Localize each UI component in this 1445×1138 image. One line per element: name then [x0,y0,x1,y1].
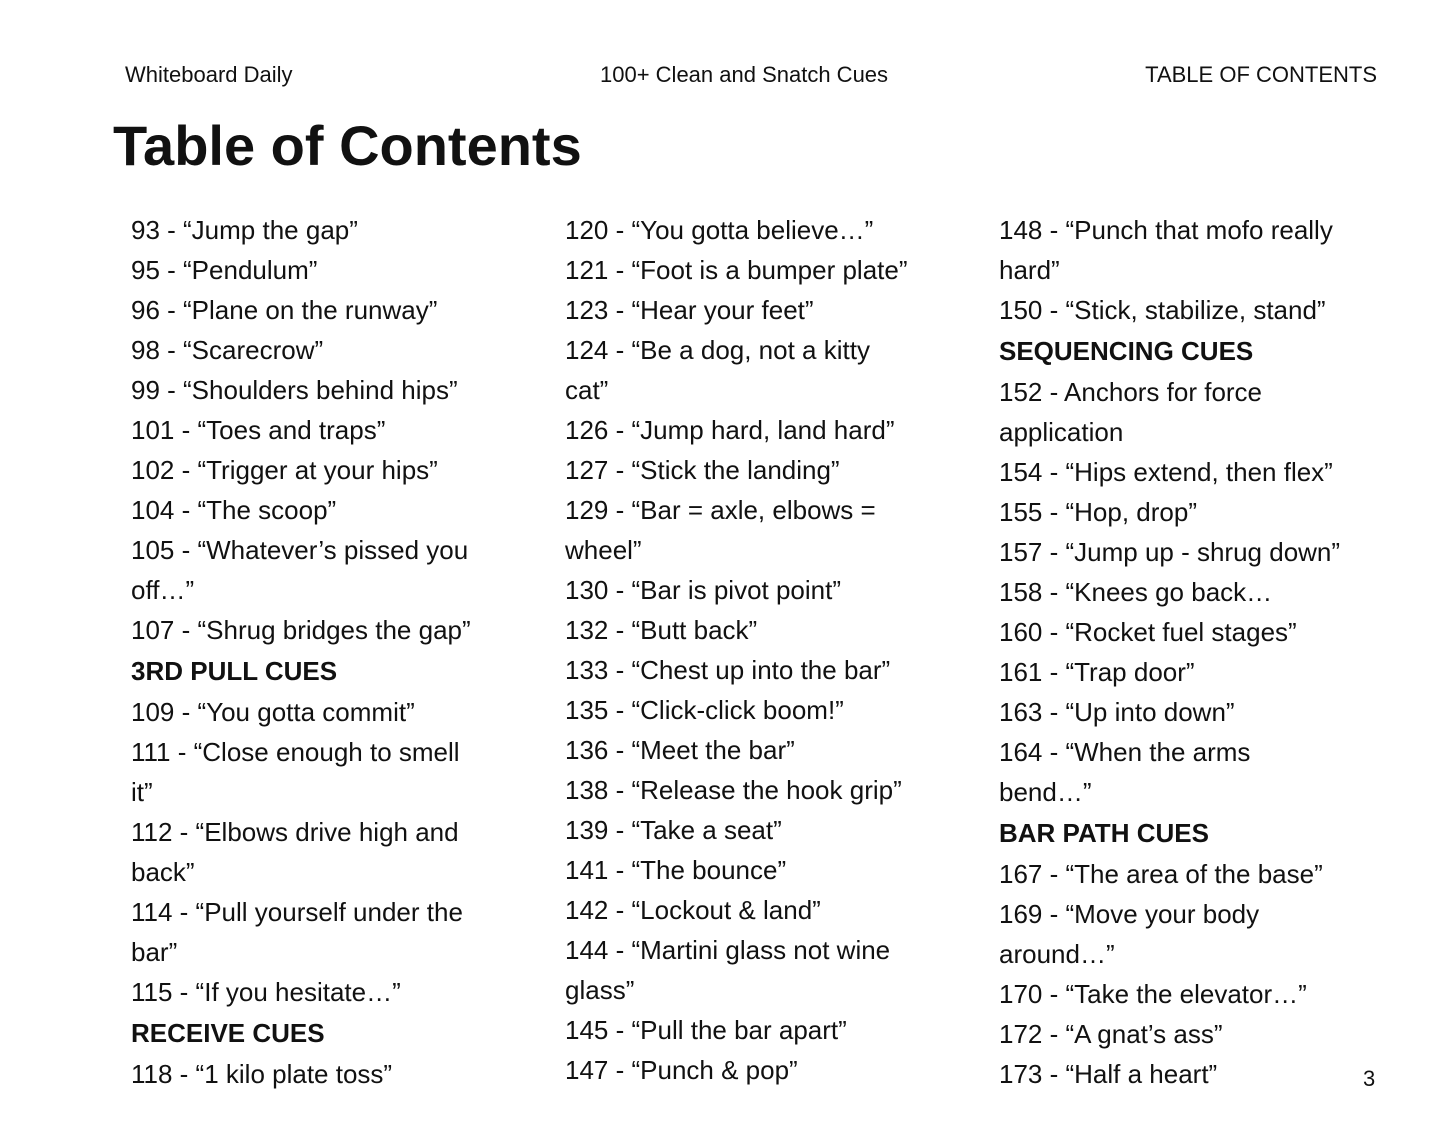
toc-entry[interactable]: 132 - “Butt back” [565,615,758,645]
toc-entry[interactable]: 133 - “Chest up into the bar” [565,655,891,685]
toc-entry[interactable]: 148 - “Punch that mofo really [999,215,1333,245]
header-section: TABLE OF CONTENTS [1145,62,1377,87]
toc-entry[interactable]: 102 - “Trigger at your hips” [131,455,438,485]
toc-entry[interactable]: 130 - “Bar is pivot point” [565,575,842,605]
toc-entry[interactable]: 104 - “The scoop” [131,495,337,525]
toc-entry[interactable]: 161 - “Trap door” [999,657,1195,687]
toc-entry[interactable]: 170 - “Take the elevator…” [999,979,1307,1009]
toc-entry[interactable]: cat” [565,375,609,405]
toc-entry[interactable]: wheel” [565,535,642,565]
toc-entry[interactable]: 136 - “Meet the bar” [565,735,795,765]
toc-entry[interactable]: 95 - “Pendulum” [131,255,318,285]
toc-entry[interactable]: 139 - “Take a seat” [565,815,782,845]
toc-entry[interactable]: 107 - “Shrug bridges the gap” [131,615,471,645]
toc-entry[interactable]: 145 - “Pull the bar apart” [565,1015,847,1045]
toc-entry[interactable]: 150 - “Stick, stabilize, stand” [999,295,1326,325]
toc-entry[interactable]: 172 - “A gnat’s ass” [999,1019,1223,1049]
page-header [0,62,1445,92]
toc-entry[interactable]: 127 - “Stick the landing” [565,455,840,485]
toc-entry[interactable]: hard” [999,255,1060,285]
section-heading: SEQUENCING CUES [999,336,1254,366]
toc-entry[interactable]: around…” [999,939,1115,969]
toc-entry[interactable]: application [999,417,1124,447]
toc-entry[interactable]: 155 - “Hop, drop” [999,497,1197,527]
toc-entry[interactable]: 123 - “Hear your feet” [565,295,814,325]
toc-column-3 [999,210,1379,1094]
toc-entry[interactable]: 129 - “Bar = axle, elbows = [565,495,876,525]
toc-entry[interactable]: 157 - “Jump up - shrug down” [999,537,1341,567]
toc-entry[interactable]: 98 - “Scarecrow” [131,335,324,365]
toc-entry[interactable]: 99 - “Shoulders behind hips” [131,375,458,405]
toc-entry[interactable]: 141 - “The bounce” [565,855,787,885]
toc-entry[interactable]: 169 - “Move your body [999,899,1260,929]
toc-entry[interactable]: 163 - “Up into down” [999,697,1235,727]
toc-entry[interactable]: 96 - “Plane on the runway” [131,295,438,325]
toc-entry[interactable]: 114 - “Pull yourself under the [131,897,463,927]
toc-entry[interactable]: 120 - “You gotta believe…” [565,215,874,245]
toc-entry[interactable]: 118 - “1 kilo plate toss” [131,1059,393,1089]
toc-column-2 [565,210,965,1090]
toc-entry[interactable]: 173 - “Half a heart” [999,1059,1218,1089]
section-heading: 3RD PULL CUES [131,656,338,686]
toc-entry[interactable]: 152 - Anchors for force [999,377,1263,407]
toc-entry[interactable]: 126 - “Jump hard, land hard” [565,415,895,445]
toc-entry[interactable]: 135 - “Click-click boom!” [565,695,844,725]
toc-entry[interactable]: 142 - “Lockout & land” [565,895,821,925]
toc-entry[interactable]: 115 - “If you hesitate…” [131,977,401,1007]
toc-entry[interactable]: 109 - “You gotta commit” [131,697,415,727]
toc-entry[interactable]: it” [131,777,153,807]
toc-entry[interactable]: 111 - “Close enough to smell [131,737,460,767]
section-heading: BAR PATH CUES [999,818,1209,848]
page-number: 3 [1363,1066,1376,1091]
toc-entry[interactable]: glass” [565,975,635,1005]
toc-entry[interactable]: 160 - “Rocket fuel stages” [999,617,1297,647]
toc-entry[interactable]: 112 - “Elbows drive high and [131,817,459,847]
header-publication: Whiteboard Daily [125,62,293,87]
toc-entry[interactable]: 164 - “When the arms [999,737,1251,767]
toc-entry[interactable]: 93 - “Jump the gap” [131,215,358,245]
toc-entry[interactable]: 101 - “Toes and traps” [131,415,386,445]
toc-entry[interactable]: off…” [131,575,195,605]
toc-column-1 [131,210,531,1094]
toc-entry[interactable]: 167 - “The area of the base” [999,859,1323,889]
toc-entry[interactable]: 124 - “Be a dog, not a kitty [565,335,870,365]
toc-entry[interactable]: back” [131,857,195,887]
header-book-title: 100+ Clean and Snatch Cues [600,62,889,87]
page-title: Table of Contents [113,114,582,177]
toc-entry[interactable]: 154 - “Hips extend, then flex” [999,457,1333,487]
toc-entry[interactable]: bar” [131,937,178,967]
toc-entry[interactable]: 138 - “Release the hook grip” [565,775,902,805]
toc-entry[interactable]: bend…” [999,777,1092,807]
toc-entry[interactable]: 158 - “Knees go back… [999,577,1273,607]
toc-entry[interactable]: 144 - “Martini glass not wine [565,935,891,965]
toc-entry[interactable]: 121 - “Foot is a bumper plate” [565,255,908,285]
toc-entry[interactable]: 105 - “Whatever’s pissed you [131,535,469,565]
section-heading: RECEIVE CUES [131,1018,325,1048]
toc-entry[interactable]: 147 - “Punch & pop” [565,1055,798,1085]
